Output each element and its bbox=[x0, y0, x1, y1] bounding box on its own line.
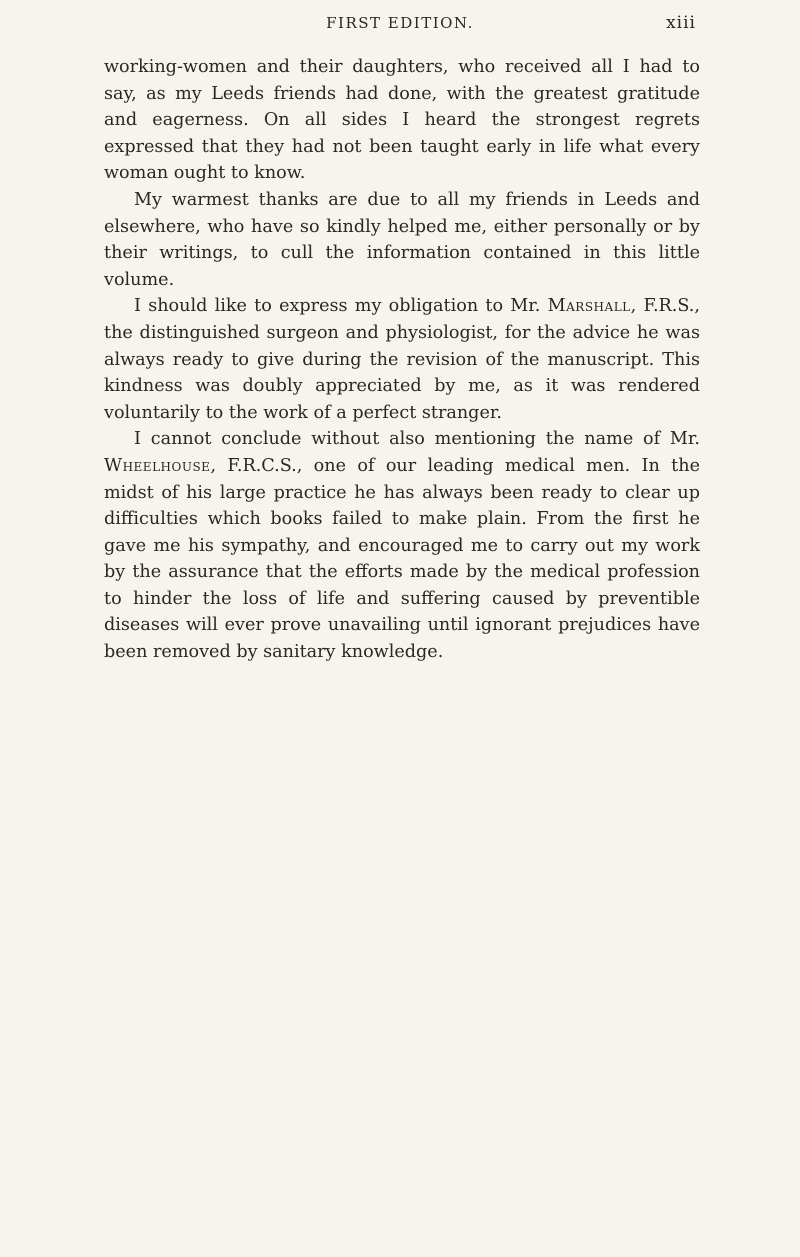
paragraph-marshall bbox=[104, 293, 700, 426]
name-marshall: Marshall bbox=[547, 296, 631, 317]
paragraph-marshall-before: I should like to express my obligation to Mr. bbox=[134, 296, 548, 317]
name-wheelhouse: Wheelhouse bbox=[104, 455, 211, 476]
paragraph-wheelhouse-before: I cannot conclude without also mentioning the name of Mr. bbox=[134, 429, 700, 450]
paragraph-wheelhouse bbox=[104, 426, 700, 665]
running-title: FIRST EDITION. bbox=[326, 14, 474, 32]
page-number: xiii bbox=[666, 13, 696, 33]
paragraph-thanks: My warmest thanks are due to all my friends in Leeds and elsewhere, who have so kindly helped me, either personally or by their writings, to cull the information contained in this little volume. bbox=[104, 189, 700, 290]
paragraph-marshall-after: , F.R.S., the distinguished surgeon and physiologist, for the advice he was always ready to give during the revision of the manuscript. This kindness was doubly appreciated by me, as it was rendered voluntarily to the work of a perfect stranger. bbox=[104, 296, 700, 423]
paragraph-wheelhouse-after: , F.R.C.S., one of our leading medical men. In the midst of his large practice he has always been ready to clear up difficulties which books failed to make plain. From the first he gave me his sympathy, and encouraged me to carry out my work by the assurance that the efforts made by the medical profession to hinder the loss of life and suffering caused by preventible diseases will ever prove unavailing until ignorant prejudices have been removed by sanitary knowledge. bbox=[104, 455, 700, 663]
running-head bbox=[104, 14, 696, 44]
paragraph-continuation: working-women and their daughters, who received all I had to say, as my Leeds friends had done, with the greatest gratitude and eagerness. On all sides I heard the strongest regrets expressed that they had not been taught early in life what every woman ought to know. bbox=[104, 57, 700, 184]
body-text bbox=[104, 54, 700, 666]
